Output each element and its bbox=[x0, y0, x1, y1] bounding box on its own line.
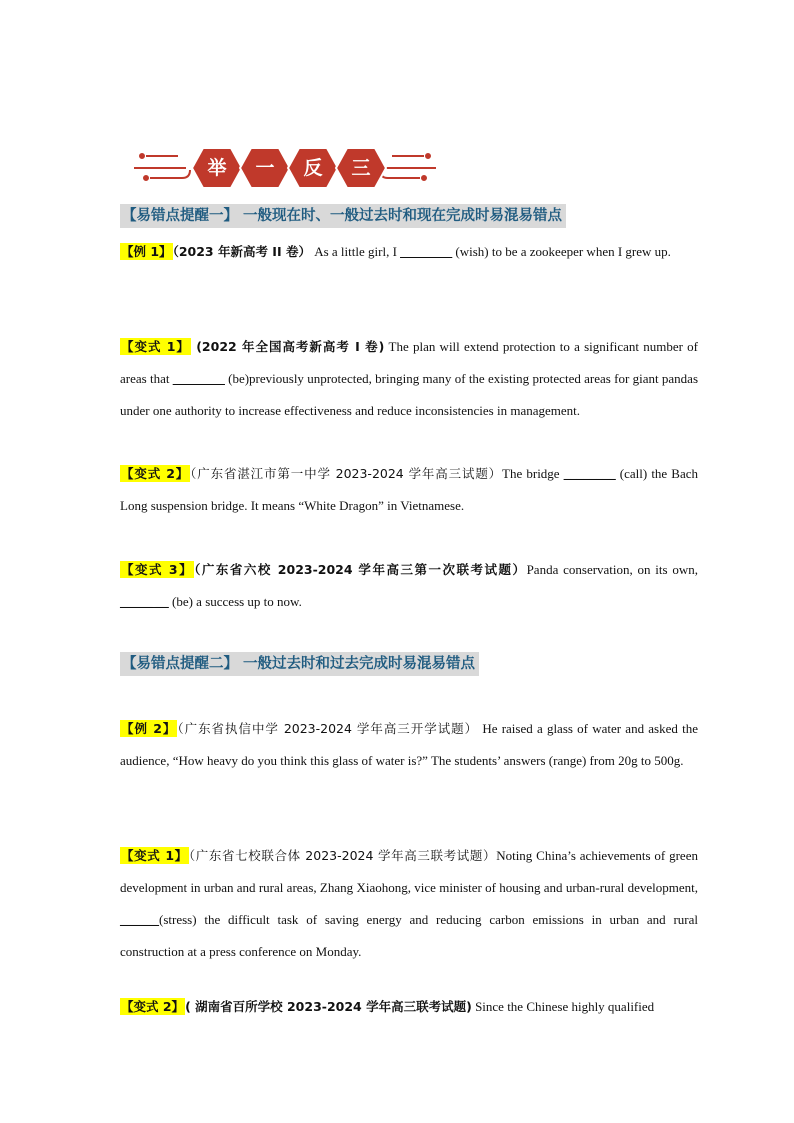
exercise-text-after: (call) the Bach Long suspension bridge. It means “White Dragon” in Vietnamese. bbox=[120, 466, 699, 513]
answer-blank[interactable]: ________ bbox=[172, 371, 225, 386]
exercise-source: （广东省七校联合体 2023-2024 学年高三联考试题） bbox=[188, 848, 497, 863]
section-heading-2: 【易错点提醒二】 一般过去时和过去完成时易混易错点 bbox=[120, 652, 479, 676]
exercise-text-before: The plan will extend protection to a significant number of areas that bbox=[120, 339, 698, 386]
banner-char-3: 反 bbox=[303, 157, 323, 179]
exercise-tag: 【变式 2】 bbox=[121, 999, 185, 1014]
section-banner bbox=[130, 140, 440, 196]
exercise-source: （广东省六校 2023-2024 学年高三第一次联考试题） bbox=[194, 562, 527, 577]
banner-char-2: 一 bbox=[255, 157, 275, 179]
exercise-source: （广东省湛江市第一中学 2023-2024 学年高三试题） bbox=[190, 466, 503, 481]
exercise-example-1 bbox=[120, 236, 698, 268]
answer-blank[interactable]: ______ bbox=[120, 912, 159, 927]
exercise-text-after: (be)previously unprotected, bringing many of the existing protected areas for giant pandas under one authority to increase effectiveness and reduce inconsistencies in management. bbox=[120, 371, 699, 418]
banner-decoration bbox=[130, 140, 440, 196]
answer-blank[interactable]: ________ bbox=[400, 244, 453, 259]
exercise-text-before: He raised a glass of water and asked the audience, “How heavy do you think this glass of water is?” The students’ answers bbox=[120, 721, 698, 768]
exercise-tag: 【变式 3】 bbox=[121, 562, 194, 577]
banner-char-1: 举 bbox=[207, 157, 227, 179]
exercise-variant-2-2 bbox=[120, 991, 698, 1023]
answer-blank[interactable]: ________ bbox=[563, 466, 616, 481]
exercise-text-after: (wish) to be a zookeeper when I grew up. bbox=[452, 244, 671, 259]
exercise-tag: 【变式 1】 bbox=[121, 848, 188, 863]
exercise-variant-1-3 bbox=[120, 554, 698, 618]
answer-blank[interactable]: _____ __ bbox=[120, 594, 169, 609]
exercise-variant-1-2 bbox=[120, 458, 698, 522]
exercise-example-2 bbox=[120, 713, 698, 777]
exercise-tag: 【例 2】 bbox=[121, 721, 177, 736]
section-heading-1: 【易错点提醒一】 一般现在时、一般过去时和现在完成时易混易错点 bbox=[120, 204, 566, 228]
exercise-text-before: Since the Chinese highly qualified bbox=[471, 999, 655, 1014]
exercise-source: (2022 年全国高考新高考 I 卷) bbox=[190, 339, 385, 354]
exercise-text-after: (stress) the difficult task of saving energy and reducing carbon emissions in urban and rural construction at a press conference on Monday. bbox=[120, 912, 698, 959]
exercise-tag: 【变式 2】 bbox=[121, 466, 190, 481]
exercise-tag: 【变式 1】 bbox=[121, 339, 190, 354]
exercise-tag: 【例 1】 bbox=[121, 244, 172, 259]
exercise-text-before: As a little girl, I bbox=[310, 244, 401, 259]
exercise-text-before: Noting China’s achievements of green development in urban and rural areas, Zhang Xiaohong, vice minister of housing and urban-rural development, bbox=[120, 848, 698, 895]
exercise-text-after: (be) a success up to now. bbox=[168, 594, 302, 609]
exercise-source: （2023 年新高考 II 卷） bbox=[172, 244, 311, 259]
left-ornament bbox=[134, 154, 190, 180]
right-ornament bbox=[380, 154, 436, 180]
exercise-text-before: Panda conservation, on its own, bbox=[526, 562, 698, 577]
banner-char-4: 三 bbox=[351, 157, 371, 179]
exercise-variant-1-1 bbox=[120, 331, 698, 427]
exercise-source: ( 湖南省百所学校 2023-2024 学年高三联考试题) bbox=[185, 999, 472, 1014]
exercise-text-after: (range) from 20g to 500g. bbox=[548, 753, 684, 768]
exercise-text-before: The bridge bbox=[502, 466, 564, 481]
exercise-source: （广东省执信中学 2023-2024 学年高三开学试题） bbox=[177, 721, 479, 736]
exercise-variant-2-1 bbox=[120, 840, 698, 968]
